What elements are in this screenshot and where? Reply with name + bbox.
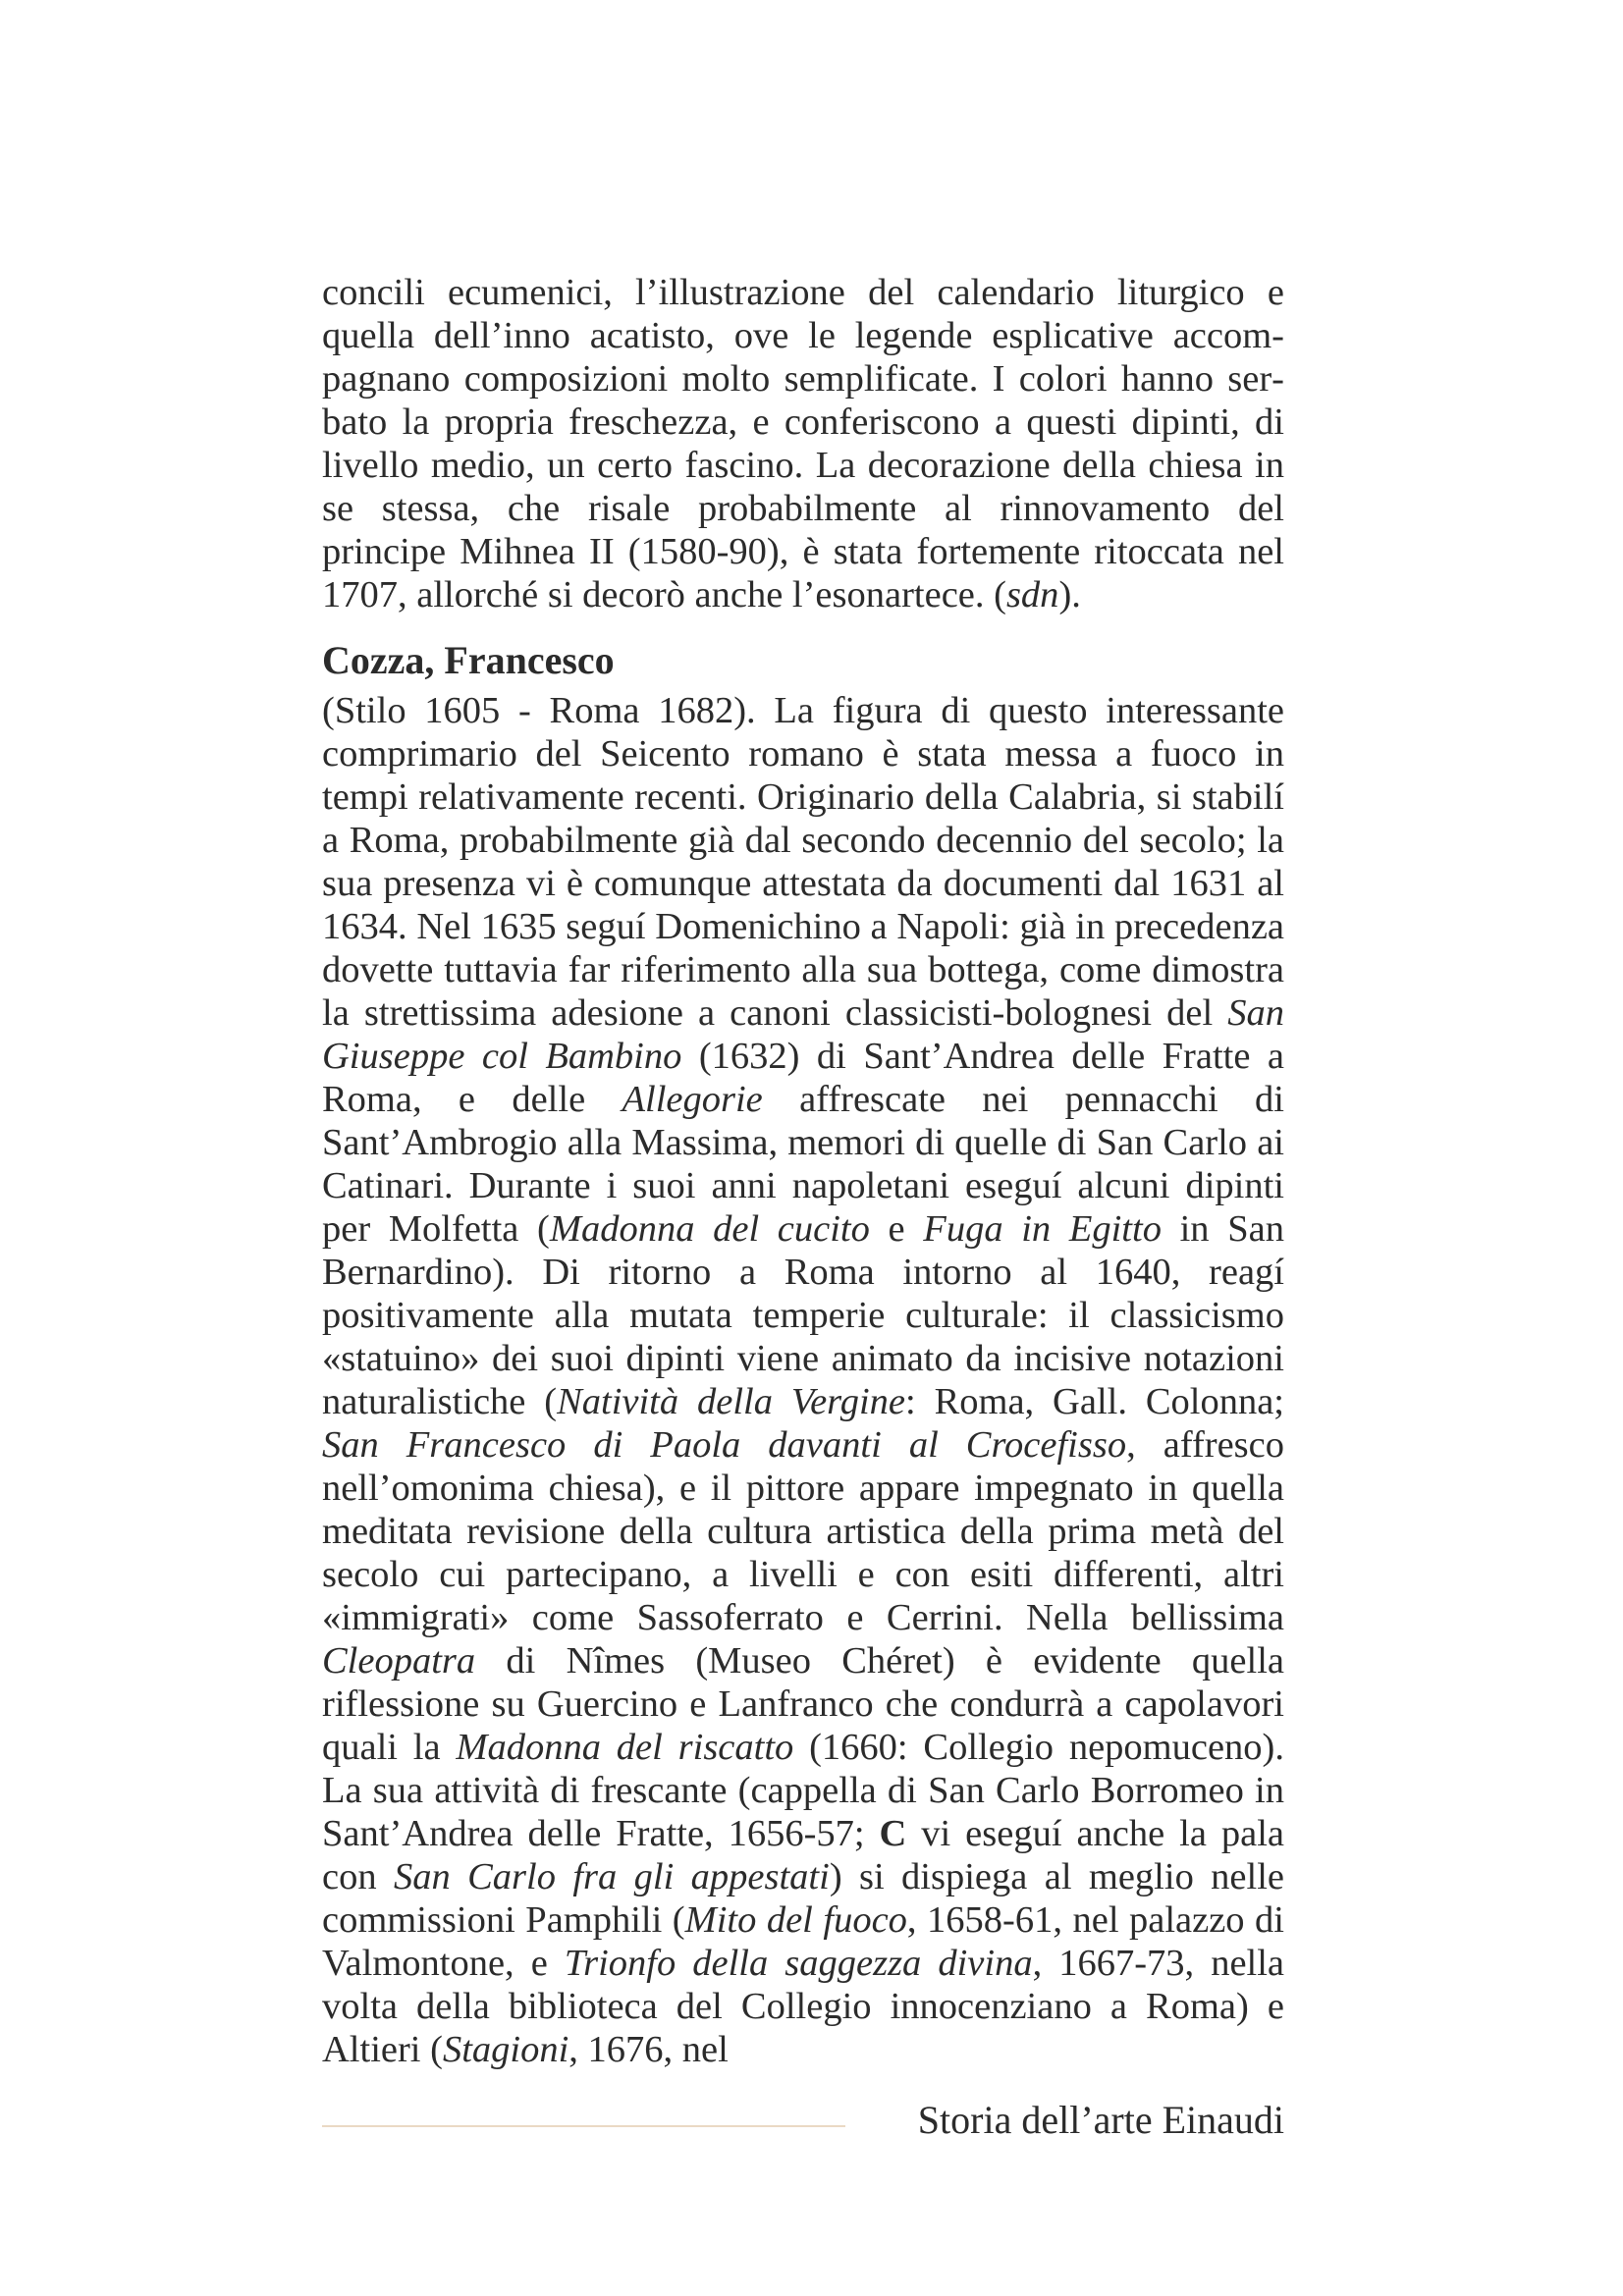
italic-title: Trionfo della saggezza divina [564,1943,1033,1984]
italic-title: Allegorie [622,1079,763,1120]
text-run: (1660: Collegio nepomuceno). La sua attività di frescante (cappella di San Carlo Borromeo in Sant’Andrea delle Fratte, 1656-57; [322,1727,1284,1854]
text-run: (1632) di Sant’Andrea delle Fratte a Roma, e delle [322,1036,1284,1120]
entry-heading: Cozza, Francesco [322,638,615,682]
bold-abbrev: C [879,1813,907,1854]
text-run: , affresco nell’omonima chiesa), e il pittore appare impegnato in quella meditata revisione della cultura artistica della prima metà del secolo cui partecipano, a livelli e con esiti differenti, altri «immigrati» come Sassoferrato e Cerrini. Nella bellissima [322,1424,1285,1638]
italic-title: Madonna del riscatto [456,1727,794,1768]
italic-title: Natività della Vergine [557,1381,906,1422]
text-run: : Roma, Gall. Colonna; [905,1381,1284,1422]
text-run: concili ecumenici, l’illustrazione del calendario liturgico e quella dell’inno acatisto, ove le legende esplicative accompagnano composizioni molto semplificate. I colori hanno serbato la propria freschezza, e conferiscono a questi dipinti, di livello medio, un certo fascino. La decorazione della chiesa in se stessa, che risale probabilmente al rinnovamento del principe Mihnea II (1580-90), è stata fortemente ritoccata nel 1707, allorché si decorò anche l’esonartece. ( [322,272,1284,615]
text-run: e [869,1208,924,1250]
text-run: di Nîmes (Museo Chéret) è evidente quella riflessione su Guercino e Lanfranco che condurrà a capolavori quali la [322,1640,1284,1768]
italic-title: San Carlo fra gli appestati [393,1856,830,1897]
text-run: , 1658-61, nel palazzo di Valmontone, e [322,1899,1284,1984]
italic-title: Madonna del cucito [549,1208,870,1250]
entry-paragraph [322,689,1284,2071]
italic-title: Stagioni [442,2029,569,2070]
italic-title: sdn [1005,574,1059,615]
text-run: affrescate nei pennacchi di Sant’Ambrogio alla Massima, memori di quelle di San Carlo ai Catinari. Durante i suoi anni napoletani eseguí alcuni dipinti per Molfetta ( [322,1079,1284,1250]
text-run: , 1676, nel [568,2029,729,2070]
footer-rule [322,2125,845,2127]
text-run: (Stilo 1605 - Roma 1682). La figura di questo interessante comprimario del Seicento romano è stata messa a fuoco in tempi relativamente recenti. Originario della Calabria, si stabilí a Roma, probabilmente già dal secondo decennio del secolo; la sua presenza vi è comunque attestata da documenti dal 1631 al 1634. Nel 1635 seguí Domenichino a Napoli: già in precedenza dovette tuttavia far riferimento alla sua bottega, come dimostra la strettissima adesione a canoni classicisti-bolognesi del [322,690,1284,1034]
text-run: ) si dispiega al meglio nelle commissioni Pamphili ( [322,1856,1285,1941]
text-column [322,271,1284,2071]
text-run: vi eseguí anche la pala con [322,1813,1284,1897]
italic-title: San Giuseppe col Bambino [322,992,1284,1077]
italic-title: Cleopatra [322,1640,476,1682]
italic-title: Mito del fuoco [684,1899,907,1941]
text-run: , 1667-73, nella volta della biblioteca del Collegio innocenziano a Roma) e Altieri ( [322,1943,1285,2070]
italic-title: San Francesco di Paola davanti al Crocefisso [322,1424,1127,1466]
intro-paragraph [322,271,1284,616]
italic-title: Fuga in Egitto [923,1208,1162,1250]
page-footer [322,2091,1284,2150]
text-run: in San Bernardino). Di ritorno a Roma intorno al 1640, reagí positivamente alla mutata temperie culturale: il classicismo «statuino» dei suoi dipinti viene animato da incisive notazioni naturalistiche ( [322,1208,1284,1422]
footer-title: Storia dell’arte Einaudi [917,2098,1284,2142]
text-run: ). [1058,574,1081,615]
